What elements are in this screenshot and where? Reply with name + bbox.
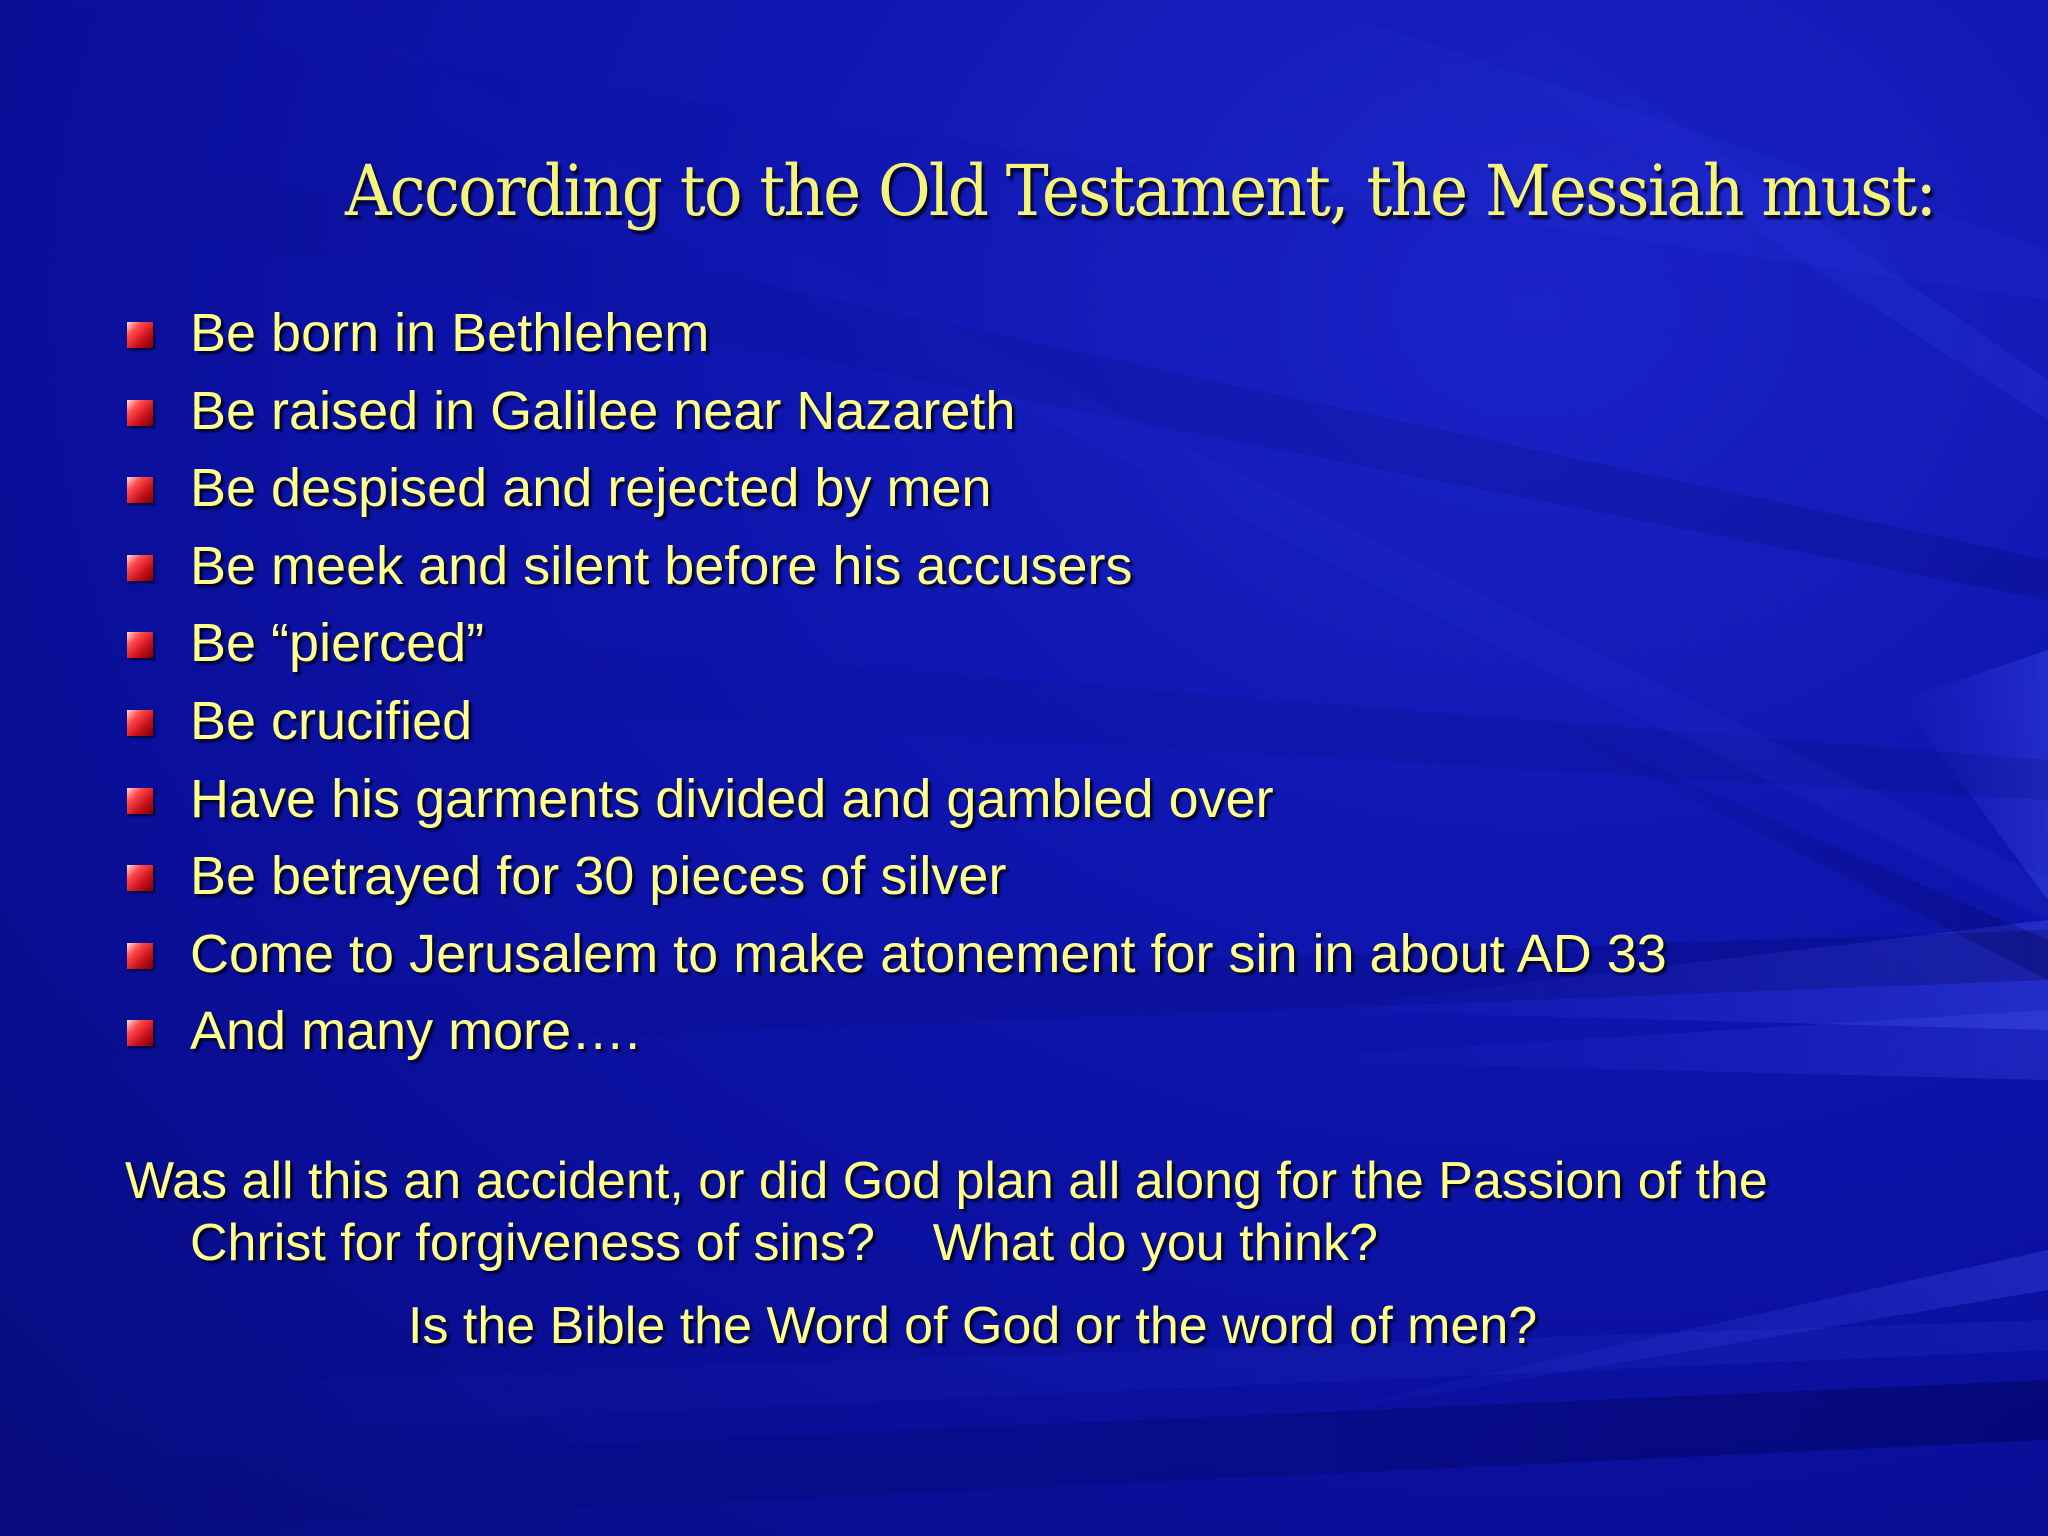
square-bullet-icon: [127, 555, 153, 581]
bullet-text: Be crucified: [190, 690, 473, 751]
bullet-item: [125, 605, 1667, 683]
square-bullet-icon: [127, 788, 153, 814]
bullet-text: And many more….: [190, 1001, 641, 1062]
bullet-text: Be raised in Galilee near Nazareth: [190, 380, 1016, 441]
bullet-text: Be despised and rejected by men: [190, 458, 992, 519]
bullet-item: [125, 916, 1667, 994]
bullet-text: Be “pierced”: [190, 613, 485, 674]
bullet-item: [125, 450, 1667, 528]
closing-paragraph: [125, 1150, 2005, 1274]
square-bullet-icon: [127, 477, 153, 503]
square-bullet-icon: [127, 400, 153, 426]
slide-title: According to the Old Testament, the Messiah must:: [345, 150, 1936, 232]
bullet-item: [125, 761, 1667, 839]
square-bullet-icon: [127, 943, 153, 969]
bullet-item: [125, 993, 1667, 1071]
bullet-text: Have his garments divided and gambled over: [190, 768, 1274, 829]
closing-line-2: Christ for forgiveness of sins? What do you think?: [190, 1214, 1378, 1272]
bullet-item: [125, 373, 1667, 451]
square-bullet-icon: [127, 1020, 153, 1046]
bullet-item: [125, 838, 1667, 916]
bullet-text: Be meek and silent before his accusers: [190, 535, 1133, 596]
square-bullet-icon: [127, 710, 153, 736]
bullet-text: Be betrayed for 30 pieces of silver: [190, 846, 1007, 907]
bullet-list: [125, 295, 1667, 1071]
square-bullet-icon: [127, 865, 153, 891]
bullet-item: [125, 295, 1667, 373]
closing-question: Is the Bible the Word of God or the word of men?: [408, 1297, 1538, 1355]
square-bullet-icon: [127, 322, 153, 348]
bullet-item: [125, 683, 1667, 761]
bullet-item: [125, 528, 1667, 606]
square-bullet-icon: [127, 632, 153, 658]
bullet-text: Come to Jerusalem to make atonement for sin in about AD 33: [190, 923, 1667, 984]
closing-line-1: Was all this an accident, or did God plan all along for the Passion of the: [125, 1152, 1768, 1210]
bullet-text: Be born in Bethlehem: [190, 303, 710, 363]
